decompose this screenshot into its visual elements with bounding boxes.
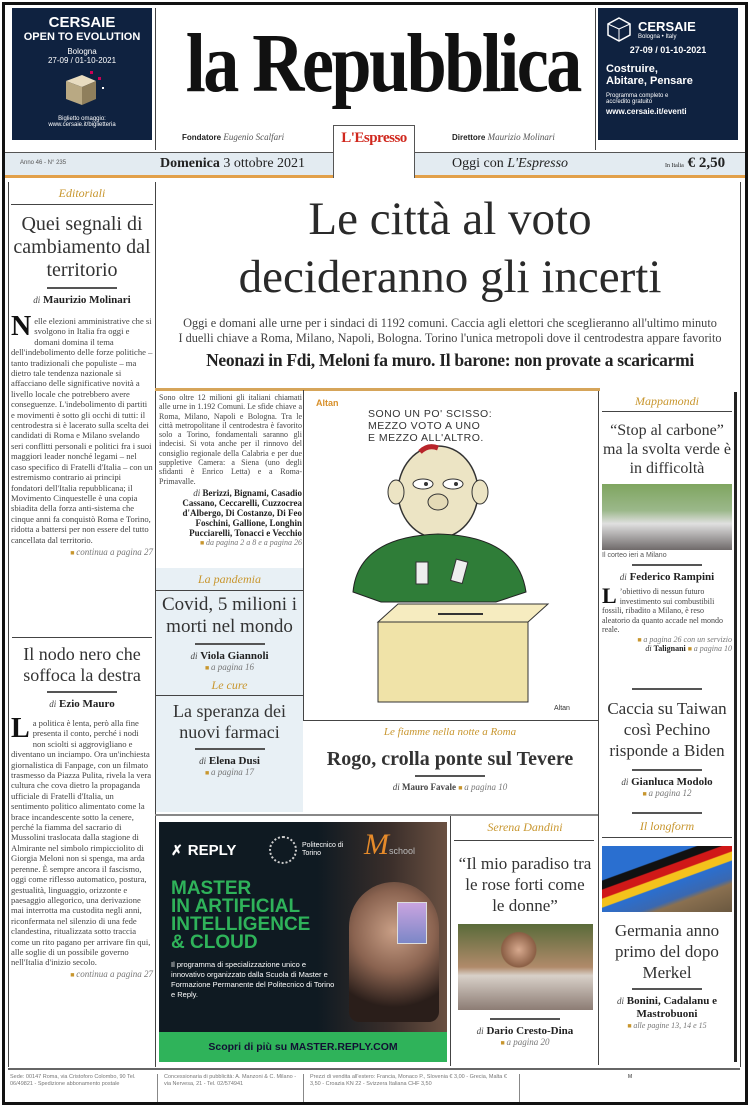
lead-subhead[interactable]: Neonazi in Fdi, Meloni fa muro. Il barone: non provate a scaricarmi <box>206 350 694 370</box>
school-logo: Mschool <box>364 828 416 861</box>
byline <box>11 698 153 710</box>
ad-desc: Il programma di specializzazione unico e innovativo organizzato dalla Scuola di Master e Formazione Permanente del Politecnico di Torino e Reply. <box>171 960 335 999</box>
editorial2-headline[interactable]: Il nodo nero che soffoca la destra <box>23 644 141 685</box>
pages-link[interactable]: ■ a pagina 16 <box>156 662 303 672</box>
lead-body: Sono oltre 12 milioni gli italiani chiamati alle urne in 1.192 Comuni. Le sfide chiave a Roma, Milano, Napoli e Bologna. Tra le città metropolitane il centrodestra è favorito solo a Torino, fondamentali saranno gli indecisi. Si vota anche per il rinnovo del consiglio regionale della Calabria e per due suppletive Camera: a Siena (uno degli sfidanti è Enrico Letta) e a Roma-Primavalle. <box>159 393 302 486</box>
lead-headline-line: decideranno gli incerti <box>238 251 662 303</box>
divider <box>156 695 303 696</box>
lead-headline[interactable] <box>160 190 740 306</box>
body-text: a politica è lenta, però alla fine presenta il conto, perché i nodi non sciolti si aggrovigliano e diventano un inciampo. Ora un'inchiesta giornalistica di Fanpage, con un filmato trasmesso da Piazza Pulita, rivela la vera cultura che cova dietro la propaganda ufficiale di Fratelli d'Italia, un sentimento politico alimentato come la brace incandescente sotto la cenere, perché la fiamma del sacrario di Mussolini traslocata dalla stagione di Almirante nel simbolo rimpicciolito di Giorgia Meloni non si spenga, ma arda perenne. È sempre ancora il fascismo, oggi come riflesso automatico, postura, gestualità, linguaggio, orizzonte e paesaggio allegorico, una derivazione mai interrotta ma custodita negli anni, riconfermata nel silenzio di una fede clandestina, ritualizzata sotto traccia come un rito pagano per arrivare fin qui, alle soglie di un possibile governo nell'Italia d'inizio secolo. <box>11 718 152 968</box>
today-with: Oggi con <box>452 156 504 171</box>
byline-prefix: di <box>199 756 207 766</box>
photo-caption: Il corteo ieri a Milano <box>602 552 667 559</box>
dandini-headline[interactable]: “Il mio paradiso tra le rose forti come le donne” <box>458 854 592 915</box>
pandemic-headline[interactable]: Covid, 5 milioni i morti nel mondo <box>161 594 298 637</box>
school-label: school <box>389 846 416 856</box>
kicker: Mappamondi <box>635 394 699 408</box>
speech-line: SONO UN PO' SCISSO: <box>368 408 493 420</box>
footer <box>10 1074 740 1102</box>
ad-title <box>171 880 310 952</box>
byline <box>602 571 732 583</box>
divider <box>303 390 304 720</box>
article-body <box>11 311 153 545</box>
cube-graphic-icon <box>52 67 112 111</box>
ad-tagline: OPEN TO EVOLUTION <box>23 31 141 43</box>
byline <box>452 1025 598 1037</box>
footer-divider <box>8 1068 740 1070</box>
kicker: La pandemia <box>198 572 261 586</box>
dandini-photo <box>458 924 593 1010</box>
ad-note: Biglietto omaggio: <box>58 116 106 122</box>
ad-url: www.cersaie.it/biglietteria <box>48 122 116 128</box>
divider <box>155 814 598 816</box>
article-body <box>602 583 732 635</box>
longform-photo <box>602 846 732 912</box>
lead-dek <box>160 316 740 346</box>
pages-link[interactable]: ■ alle pagine 13, 14 e 15 <box>602 1021 732 1030</box>
ad-title-line: INTELLIGENCE <box>171 914 311 935</box>
divider <box>740 182 741 1067</box>
ad-cersaie-right[interactable] <box>598 8 738 140</box>
ad-slogan-1: Costruire, <box>606 63 658 75</box>
byline <box>156 650 303 662</box>
body-text: elle elezioni amministrative che si svolgono in Italia fra oggi e domani domina il tema dell'indebolimento delle forze politiche – tanto tradizionali che populiste – ma dietro tale tendenza nazionale si affacciano delle significative novità a livello locale che potrebbero avere conseguenze. L'indebolimento di partiti e movimenti è sotto gli occhi di tutti: il centrodestra si è lacerato sulla scelta dei candidati di Roma e Milano svelando seri conflitti personali e politici fra i suoi maggiori leader nonché legami – nel caso specifico di Fratelli d'Italia – con un estremismo contrario ai principi fondatori dell'Italia repubblicana; il Movimento Cinquestelle è una copia sbiadita della forza anti-sistema che cinque anni fa conquistò Roma e Torino, ridotta a battersi per non essere del tutto cancellata dal territorio. <box>11 316 153 545</box>
byline-name: Berizzi, Bignami, Casadio Cassano, Ceccarelli, Cuzzocrea d'Albergo, Di Costanzo, Di Feo Foschini, Gallione, Longhin Pucciarelli, Tonacci e Vecchio <box>182 487 302 538</box>
supplement-note <box>452 156 568 172</box>
byline-name: Bonini, Cadalanu e Mastrobuoni <box>626 995 717 1020</box>
divider <box>602 837 732 838</box>
byline-name: Viola Giannoli <box>200 650 269 662</box>
ad-brand: CERSAIE <box>48 14 116 31</box>
pages-link[interactable]: ■ a pagina 12 <box>602 788 732 798</box>
longform-headline[interactable]: Germania anno primo del dopo Merkel <box>614 921 720 982</box>
article-body <box>11 713 153 968</box>
dropcap: N <box>11 311 32 342</box>
world-photo <box>602 484 732 550</box>
ad-partner: Politecnico di Torino <box>302 842 344 857</box>
ad-title-line: MASTER <box>171 878 252 899</box>
byline-name: Talignani <box>653 643 686 653</box>
cersaie-logo-icon <box>606 16 632 42</box>
price <box>665 155 725 172</box>
kicker: Editoriali <box>58 186 106 200</box>
ad-dates: 27-09 / 01-10-2021 <box>47 56 117 65</box>
divider <box>8 182 9 1067</box>
pages-link[interactable]: ■ a pagina 17 <box>156 767 303 777</box>
ad-city: Bologna • Italy <box>638 33 677 40</box>
kicker: Serena Dandini <box>487 820 563 834</box>
founder-line <box>182 132 284 142</box>
kicker: Le fiamme nella notte a Roma <box>383 726 517 738</box>
byline-prefix: di <box>190 651 198 661</box>
price-label: In Italia <box>665 163 684 169</box>
issue-number: Anno 46 - N° 235 <box>20 160 67 166</box>
longform-section <box>602 812 732 1030</box>
byline-name: Ezio Mauro <box>59 698 115 710</box>
ad-url: www.cersaie.it/eventi <box>606 107 687 116</box>
extra-byline <box>602 644 732 653</box>
divider <box>595 8 596 150</box>
taiwan-section <box>602 688 732 798</box>
masthead-title: la Repubblica <box>185 17 580 110</box>
divider <box>155 388 600 391</box>
byline-prefix: di <box>392 782 400 793</box>
lespresso-wordmark: L'Espresso <box>341 130 407 146</box>
byline <box>602 776 732 788</box>
pages-link[interactable]: ■ a pagina 20 <box>452 1037 598 1047</box>
pages-link[interactable]: ■ a pagina 26 con un servizio <box>602 635 732 644</box>
ad-reply[interactable] <box>159 822 447 1062</box>
footer-col: Sede: 00147 Roma, via Cristoforo Colombo, 90 Tel. 06/49821 - Spedizione abbonamento postale <box>10 1074 158 1102</box>
rome-headline[interactable]: Rogo, crolla ponte sul Tevere <box>326 748 574 770</box>
ad-cta-button[interactable]: Scopri di più su MASTER.REPLY.COM <box>159 1032 447 1062</box>
ad-title-line: IN ARTIFICIAL <box>171 896 301 917</box>
ad-brand: CERSAIE <box>638 18 696 34</box>
taiwan-headline[interactable]: Caccia su Taiwan così Pechino risponde a Biden <box>607 699 727 760</box>
ad-note: Programma completo e accredito gratuito <box>606 93 669 105</box>
byline-name: Maurizio Molinari <box>43 294 131 306</box>
byline-prefix: di <box>619 572 627 582</box>
dropcap: L <box>602 583 617 608</box>
continue-link[interactable]: ■ continua a pagina 27 <box>11 969 153 979</box>
founder-name: Eugenio Scalfari <box>223 132 285 142</box>
price-value: € 2,50 <box>687 155 726 171</box>
ad-device <box>397 902 427 944</box>
byline-name: Dario Cresto-Dina <box>486 1025 574 1037</box>
byline <box>602 995 732 1021</box>
rome-section <box>305 726 595 792</box>
footer-col: Prezzi di vendita all'estero: Francia, Monaco P., Slovenia € 3,00 - Grecia, Malta € 3,50 - Croazia KN 22 - Svizzera Italiana CHF 3,50 <box>304 1074 520 1102</box>
dateline-gap <box>333 152 415 178</box>
reply-logo-icon: ✗ <box>171 842 183 858</box>
editorial-section <box>11 186 153 557</box>
polito-logo-icon <box>269 836 297 864</box>
footer-col: M <box>627 1074 633 1080</box>
footer-col: Concessionaria di pubblicità: A. Manzoni & C. Milano - via Nervesa, 21 - Tel. 02/574941 <box>158 1074 304 1102</box>
byline <box>11 294 153 306</box>
speech-line: E MEZZO ALL'ALTRO. <box>368 432 484 444</box>
byline <box>156 755 303 767</box>
ad-slogan-2: Abitare, Pensare <box>606 75 693 87</box>
byline-name: Elena Dusi <box>208 755 260 767</box>
byline <box>159 488 302 538</box>
byline <box>305 782 595 792</box>
dropcap: L <box>11 713 30 744</box>
byline-prefix: di <box>49 699 57 709</box>
pandemic-box <box>156 568 303 812</box>
ad-city: Bologna <box>67 47 97 56</box>
editorial2-section <box>11 644 153 979</box>
issue-date <box>160 156 305 172</box>
director-line <box>452 132 555 142</box>
kicker: Il longform <box>639 819 695 833</box>
ad-cersaie-left[interactable] <box>12 8 152 140</box>
divider <box>12 637 152 638</box>
right-column-shadow-rule <box>734 392 737 1062</box>
dandini-section <box>452 820 598 1047</box>
today-supplement: L'Espresso <box>507 156 569 171</box>
kicker: Le cure <box>211 678 248 692</box>
byline-prefix: di <box>33 295 41 305</box>
cures-headline[interactable]: La speranza dei nuovi farmaci <box>173 701 286 742</box>
byline-prefix: di <box>621 777 629 787</box>
pages-link[interactable]: ■ a pagina 10 <box>688 644 732 653</box>
cartoon-author: Altan <box>316 398 339 408</box>
continue-link[interactable]: ■ continua a pagina 27 <box>11 547 153 557</box>
byline-prefix: di <box>617 996 625 1006</box>
cartoon-speech <box>368 408 492 444</box>
director-label: Direttore <box>452 133 486 142</box>
world-section <box>602 394 732 653</box>
editorial-headline[interactable]: Quei segnali di cambiamento dal territorio <box>13 213 151 281</box>
body-text: ’obiettivo di nessun futuro investimento sui combustibili fossili, ribadito a Milano, è reso aleatorio da quanto accade nel mondo reale. <box>602 587 724 634</box>
date-rest: 3 ottobre 2021 <box>223 156 306 171</box>
divider <box>450 816 451 1066</box>
byline-prefix: di <box>476 1026 484 1036</box>
lead-body-section <box>159 393 302 548</box>
speech-line: MEZZO VOTO A UNO <box>368 420 481 432</box>
ad-dates: 27-09 / 01-10-2021 <box>629 45 707 55</box>
dek-line: I duelli chiave a Roma, Milano, Napoli, Bologna. Torino l'unica metropoli dove il centrodestra appare favorito <box>178 331 722 345</box>
byline-name: Mauro Favale <box>401 782 457 793</box>
founder-label: Fondatore <box>182 133 222 142</box>
divider <box>155 8 156 150</box>
byline-prefix: di <box>193 487 201 498</box>
pages-link[interactable]: ■ da pagina 2 a 8 e a pagina 26 <box>159 538 302 548</box>
divider <box>598 390 599 1065</box>
world-headline[interactable]: “Stop al carbone” ma la svolta verde è in difficoltà <box>603 422 731 477</box>
reply-brand: REPLY <box>187 842 237 859</box>
lead-headline-line: Le città al voto <box>308 193 592 245</box>
pages-link[interactable]: ■ a pagina 10 <box>458 782 507 792</box>
byline-name: Federico Rampini <box>629 571 715 583</box>
date-day: Domenica <box>160 156 220 171</box>
divider <box>303 720 598 721</box>
dek-line: Oggi e domani alle urne per i sindaci di 1192 comuni. Caccia agli elettori che sceglieranno all'ultimo minuto <box>183 316 717 330</box>
ad-title-line: & CLOUD <box>171 932 258 953</box>
cartoon-signature: Altan <box>554 705 570 712</box>
director-name: Maurizio Molinari <box>487 132 555 142</box>
altan-cartoon[interactable] <box>308 392 596 717</box>
byline-prefix: di <box>645 643 652 653</box>
byline-name: Gianluca Modolo <box>631 776 713 788</box>
